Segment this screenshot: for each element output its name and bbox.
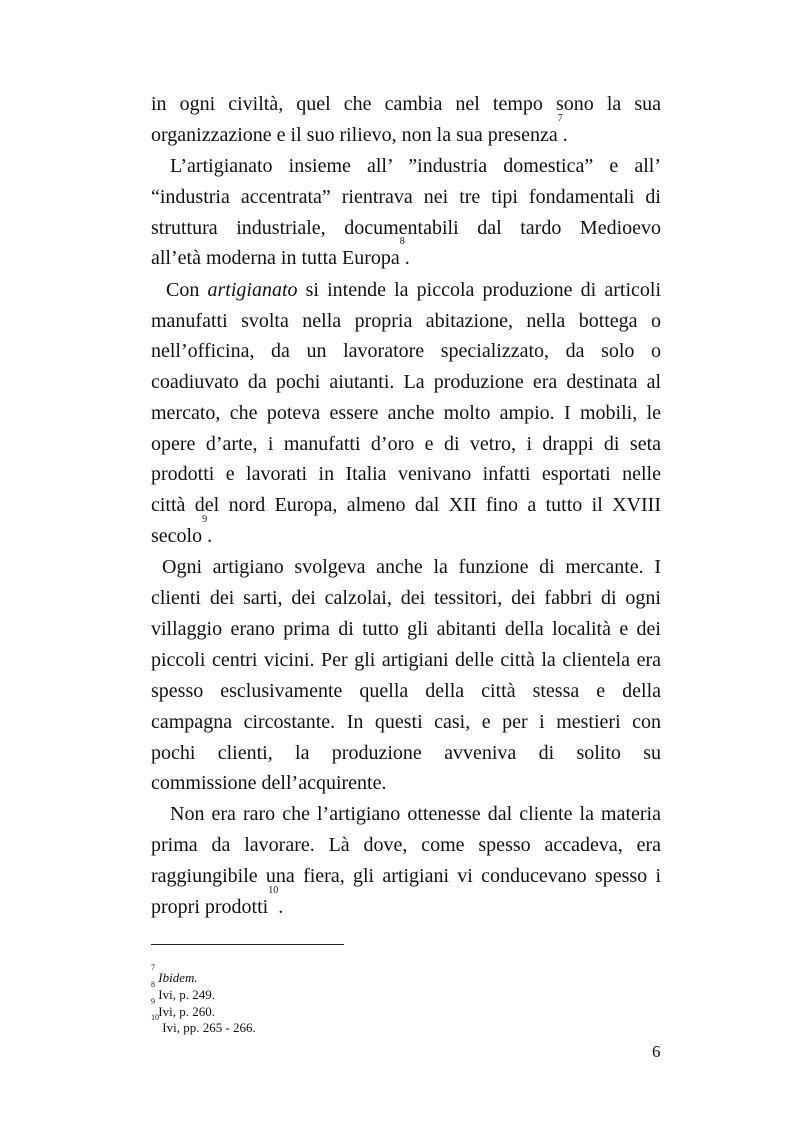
- text-line: villaggio erano prima di tutto gli abitanti della località e dei: [151, 618, 661, 640]
- text-line: coadiuvato da pochi aiutanti. La produzione era destinata al: [151, 371, 661, 393]
- text-line: Non era raro che l’artigiano ottenesse dal cliente la materia: [170, 803, 661, 825]
- text-line: prodotti e lavorati in Italia venivano infatti esportati nelle: [151, 463, 661, 485]
- italic-term: artigianato: [207, 279, 298, 301]
- footnote-ref: 10: [268, 885, 279, 896]
- text-line: propri prodotti$^{10}$.: [151, 885, 284, 918]
- footnote: $^{10}$ Ivi, pp. 265 - 266.: [151, 1013, 256, 1035]
- footnote: $^9$ Ivi, p. 260.: [151, 997, 215, 1019]
- text-line: organizzazione e il suo rilievo, non la sua presenza$^7$.: [151, 113, 568, 146]
- text-line: manufatti svolta nella propria abitazione, nella bottega o: [151, 310, 661, 332]
- text-line: “industria accentrata” rientrava nei tre tipi fondamentali di: [151, 186, 661, 208]
- text-line: raggiungibile una fiera, gli artigiani vi conducevano spesso i: [151, 865, 661, 887]
- footnote-ref: 8: [399, 236, 405, 247]
- text-line: in ogni civiltà, quel che cambia nel tempo sono la sua: [151, 93, 661, 115]
- text-line: mercato, che poteva essere anche molto ampio. I mobili, le: [151, 402, 661, 424]
- text-line: nell’officina, da un lavoratore specializzato, da solo o: [151, 340, 661, 362]
- footnote-ref: 9: [202, 514, 208, 525]
- text-line: struttura industriale, documentabili dal tardo Medioevo: [151, 217, 661, 239]
- text-line: opere d’arte, i manufatti d’oro e di vetro, i drappi di seta: [151, 433, 661, 455]
- text-line: all’età moderna in tutta Europa$^8$.: [151, 236, 410, 269]
- text-line: piccoli centri vicini. Per gli artigiani delle città la clientela era: [151, 649, 661, 671]
- text-line: spesso esclusivamente quella della città stessa e della: [151, 680, 661, 702]
- text-line: clienti dei sarti, dei calzolai, dei tessitori, dei fabbri di ogni: [151, 587, 661, 609]
- text-line: Ogni artigiano svolgeva anche la funzione di mercante. I: [162, 556, 661, 578]
- footnote-separator: [151, 944, 344, 945]
- text-line: secolo$^9$.: [151, 514, 213, 547]
- text-line: campagna circostante. In questi casi, e per i mestieri con: [151, 711, 661, 733]
- text-line: commissione dell’acquirente.: [151, 772, 387, 794]
- text-line: L’artigianato insieme all’ ”industria domestica” e all’: [170, 155, 661, 177]
- text-line: Con artigianato si intende la piccola produzione di articoli: [166, 279, 661, 301]
- text-line: città del nord Europa, almeno dal XII fino a tutto il XVIII: [151, 494, 661, 516]
- text-line: prima da lavorare. Là dove, come spesso accadeva, era: [151, 834, 661, 856]
- text-line: pochi clienti, la produzione avveniva di solito su: [151, 742, 661, 764]
- footnote: $^7$ Ibidem.: [151, 963, 198, 985]
- page-number: 6: [652, 1042, 661, 1061]
- footnote: $^8$ Ivi, p. 249.: [151, 980, 215, 1002]
- footnote-ref: 7: [557, 113, 563, 124]
